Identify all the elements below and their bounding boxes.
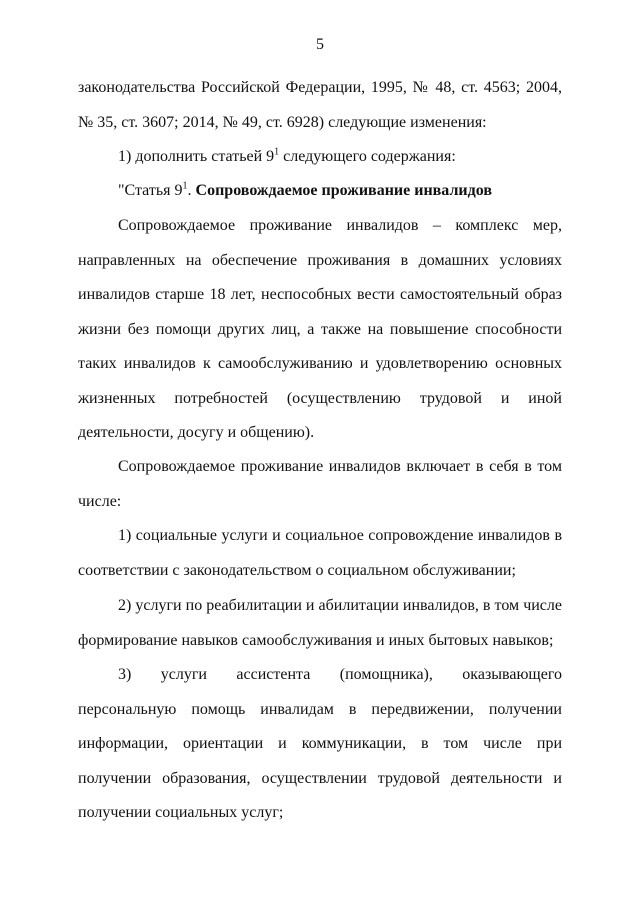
article-label: "Статья 9	[118, 182, 183, 199]
paragraph-continuation: законодательства Российской Федерации, 1995, № 48, ст. 4563; 2004, № 35, ст. 3607; 2014, № 49, ст. 6928) следующие изменения:	[78, 79, 562, 131]
definition-paragraph-block	[78, 209, 562, 451]
article-title: Сопровождаемое проживание инвалидов	[195, 182, 492, 199]
list-item-3: 3) услуги ассистента (помощника), оказывающего персональную помощь инвалидам в передвижении, получении информации, ориентации и коммуникации, в том числе при получении образования, осуществлении трудовой деятельности и получении социальных услуг;	[78, 666, 562, 821]
list-item-2-block	[78, 589, 562, 658]
amendment-text-start: 1) дополнить статьей 9	[118, 148, 275, 165]
superscript-index: 1	[274, 146, 280, 158]
definition-paragraph: Сопровождаемое проживание инвалидов – комплекс мер, направленных на обеспечение проживания в домашних условиях инвалидов старше 18 лет, неспособных вести самостоятельный образ жизни без помощи других лиц, а также на повышение способности таких инвалидов к самообслуживанию и удовлетворению основных жизненных потребностей (осуществлению трудовой и иной деятельности, досугу и общению).	[78, 217, 562, 441]
list-item-3-block	[78, 658, 562, 831]
includes-paragraph: Сопровождаемое проживание инвалидов включает в себя в том числе:	[78, 458, 562, 510]
article-heading-line	[78, 174, 562, 209]
article-superscript: 1	[182, 180, 188, 192]
document-body	[78, 71, 562, 140]
article-dot: .	[187, 182, 196, 199]
includes-paragraph-block	[78, 450, 562, 519]
page-number: 5	[316, 36, 324, 53]
list-item-2: 2) услуги по реабилитации и абилитации инвалидов, в том числе формирование навыков самообслуживания и иных бытовых навыков;	[78, 597, 562, 649]
list-item-1-block	[78, 519, 562, 588]
amendment-text-end: следующего содержания:	[279, 148, 456, 165]
amendment-item-1	[78, 140, 562, 175]
amendment-text	[78, 140, 562, 175]
article-heading	[78, 174, 562, 209]
list-item-1: 1) социальные услуги и социальное сопровождение инвалидов в соответствии с законодательством о социальном обслуживании;	[78, 527, 562, 579]
